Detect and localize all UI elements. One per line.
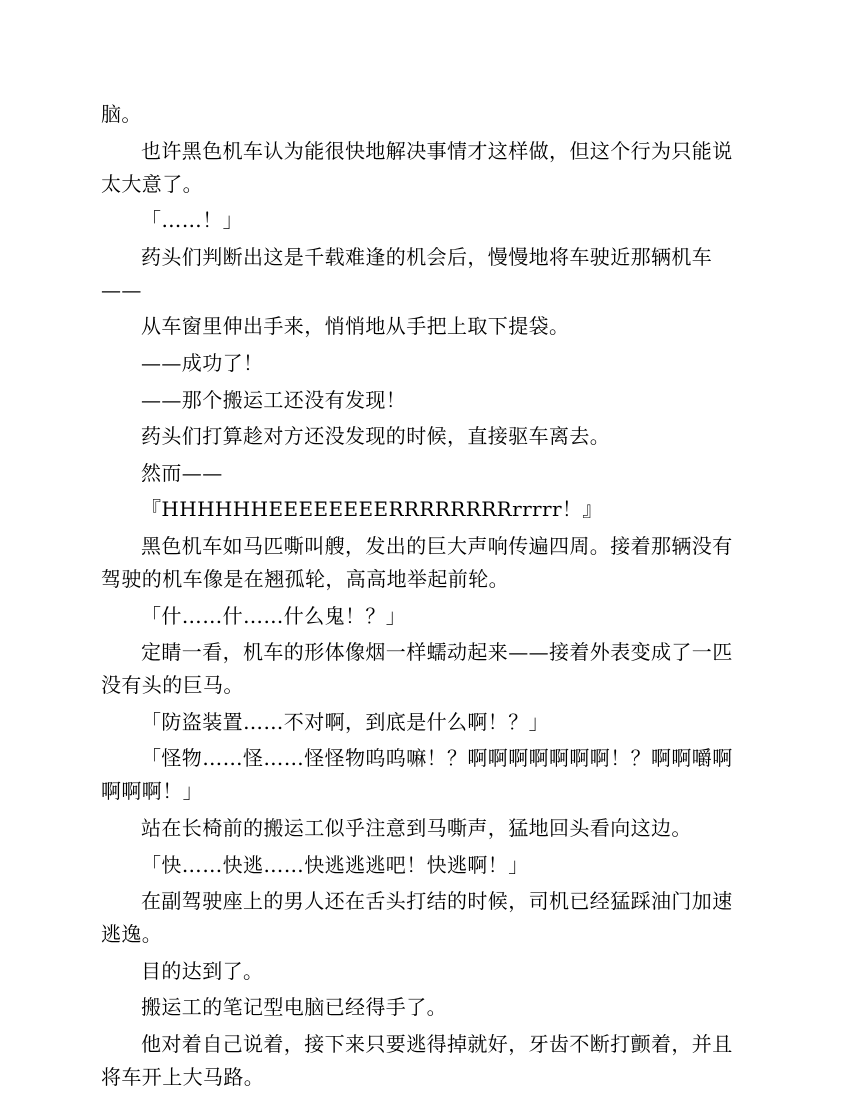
paragraph: 站在长椅前的搬运工似乎注意到马嘶声，猛地回头看向这边。: [141, 815, 692, 840]
paragraph: 「什……什……什么鬼！？」: [141, 603, 407, 628]
paragraph: 「快……快逃……快逃逃逃吧！快逃啊！」: [141, 852, 529, 877]
paragraph: 他对着自己说着，接下来只要逃得掉就好，牙齿不断打颤着，并且将车开上大马路。: [101, 1031, 733, 1089]
paragraph: 「防盗装置……不对啊，到底是什么啊！？」: [141, 709, 549, 734]
paragraph: 脑。: [101, 102, 142, 126]
paragraph: 也许黑色机车认为能很快地解决事情才这样做，但这个行为只能说太大意了。: [101, 138, 733, 196]
paragraph: 药头们打算趁对方还没发现的时候，直接驱车离去。: [141, 424, 611, 449]
paragraph: 然而——: [141, 460, 223, 485]
paragraph: 从车窗里伸出手来，悄悄地从手把上取下提袋。: [141, 314, 570, 339]
paragraph: 黑色机车如马匹嘶叫艘，发出的巨大声响传遍四周。接着那辆没有驾驶的机车像是在翘孤轮，高高地举起前轮。: [101, 533, 733, 591]
paragraph: 『HHHHHHEEEEEEEERRRRRRRRrrrrr！』: [141, 497, 603, 522]
document-page: [101, 98, 749, 1097]
paragraph: 搬运工的笔记型电脑已经得手了。: [141, 995, 447, 1020]
paragraph: ——那个搬运工还没有发现！: [141, 387, 407, 412]
paragraph: 药头们判断出这是千载难逢的机会后，慢慢地将车驶近那辆机车——: [101, 244, 713, 302]
paragraph: 定睛一看，机车的形体像烟一样蠕动起来——接着外表变成了一匹没有头的巨马。: [101, 640, 733, 698]
paragraph: 目的达到了。: [141, 958, 264, 983]
paragraph: 在副驾驶座上的男人还在舌头打结的时候，司机已经猛踩油门加速逃逸。: [101, 889, 733, 947]
paragraph: ——成功了！: [141, 350, 264, 375]
paragraph: 「怪物……怪……怪怪物呜呜嘛！？啊啊啊啊啊啊啊！？啊啊嚼啊啊啊啊！」: [101, 746, 733, 804]
paragraph: 「……！」: [141, 208, 243, 233]
